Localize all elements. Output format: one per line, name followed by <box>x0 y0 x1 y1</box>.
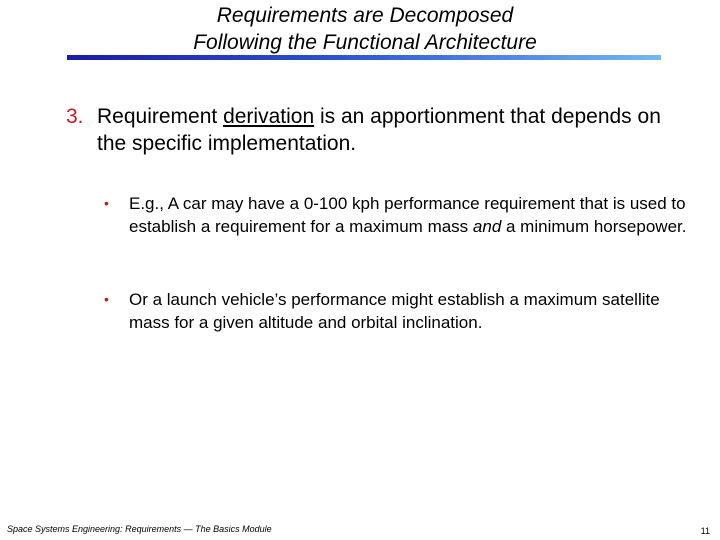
point-text-end: is an apportionment that depends on the specific implementation. <box>97 105 661 155</box>
italic-word: and <box>472 217 502 236</box>
footer-module-name: Space Systems Engineering: Requirements — The Basics Module <box>7 524 272 534</box>
bullet-text-end: a minimum horsepower. <box>501 217 687 236</box>
bullet-item-car-example <box>104 192 694 238</box>
point-text-start: Requirement <box>97 105 224 128</box>
underlined-term: derivation <box>223 105 315 128</box>
slide-title <box>0 2 720 56</box>
title-underline-bar <box>67 55 661 60</box>
page-number: 11 <box>700 526 710 536</box>
bullet-text: Or a launch vehicle’s performance might establish a maximum satellite mass for a given altitude and orbital inclination. <box>129 290 660 332</box>
bullet-marker: • <box>104 291 109 307</box>
point-number: 3. <box>66 105 84 128</box>
bullet-text <box>104 192 694 238</box>
bullet-item-launch-vehicle <box>104 288 694 334</box>
bullet-marker: • <box>104 195 109 211</box>
bullet-text-start: E.g., A car may have a 0-100 kph performance requirement that is used to establish a requirement for a maximum mass <box>129 194 686 236</box>
title-line-2: Following the Functional Architecture <box>193 31 537 54</box>
numbered-point-3 <box>66 103 666 157</box>
title-line-1: Requirements are Decomposed <box>216 4 514 27</box>
point-text <box>66 103 666 157</box>
